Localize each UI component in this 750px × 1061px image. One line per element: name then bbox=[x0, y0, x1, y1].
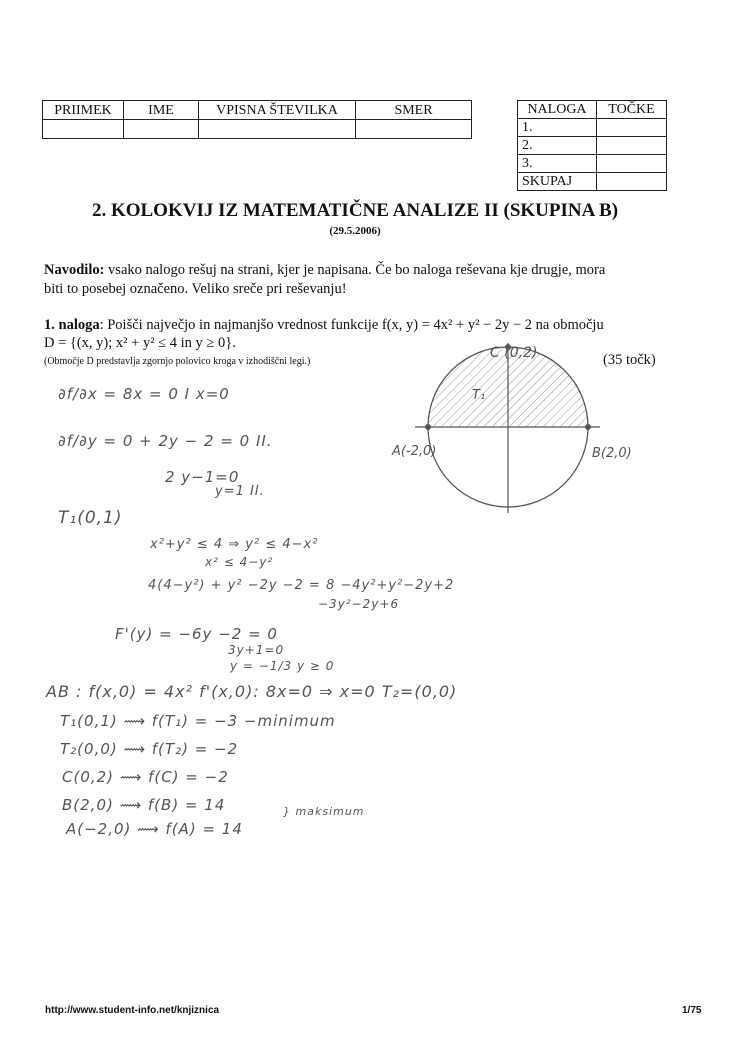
task1-label: 1. naloga bbox=[44, 317, 100, 333]
handwriting-line: y=1 II. bbox=[215, 484, 265, 499]
handwriting-line: y = −1/3 y ≥ 0 bbox=[230, 659, 335, 673]
header-name: IME bbox=[124, 101, 199, 120]
row-task-3: 3. bbox=[518, 155, 597, 173]
handwriting-line: −3y²−2y+6 bbox=[318, 597, 400, 611]
name-cell[interactable] bbox=[124, 120, 199, 139]
row-task-1: 1. bbox=[518, 119, 597, 137]
handwriting-line: } maksimum bbox=[283, 805, 365, 818]
instructions-line-2: biti to posebej označeno. Veliko sreče pri reševanju! bbox=[44, 281, 347, 297]
footer-url[interactable]: http://www.student-info.net/knjiznica bbox=[45, 1005, 220, 1016]
point-b bbox=[585, 424, 591, 430]
handwriting-line: ∂f/∂x = 8x = 0 I x=0 bbox=[58, 385, 230, 403]
exam-date: (29.5.2006) bbox=[329, 225, 381, 237]
handwriting-line: B(2,0) ⟿ f(B) = 14 bbox=[62, 796, 226, 814]
handwriting-line: 2 y−1=0 bbox=[165, 468, 240, 486]
points-cell[interactable] bbox=[597, 155, 667, 173]
student-info-table bbox=[42, 100, 472, 139]
handwriting-line: F'(y) = −6y −2 = 0 bbox=[115, 625, 278, 643]
instructions-text: vsako nalogo rešuj na strani, kjer je napisana. Če bo naloga reševana kje drugje, mora bbox=[104, 262, 606, 278]
header-task: NALOGA bbox=[518, 101, 597, 119]
label-a: A(-2,0) bbox=[392, 444, 437, 459]
header-program: SMER bbox=[356, 101, 472, 120]
handwriting-line: T₂(0,0) ⟿ f(T₂) = −2 bbox=[60, 740, 239, 758]
score-table bbox=[517, 100, 667, 191]
task1-note: (Območje D predstavlja zgornjo polovico kroga v izhodiščni legi.) bbox=[44, 356, 311, 367]
half-disc-sketch bbox=[380, 335, 660, 525]
task1-text: : Poišči največjo in najmanjšo vrednost funkcije f(x, y) = 4x² + y² − 2y − 2 na območju bbox=[99, 317, 604, 333]
point-a bbox=[425, 424, 431, 430]
handwriting-line: 3y+1=0 bbox=[228, 643, 285, 657]
label-t1: T₁ bbox=[472, 388, 486, 403]
task1-line-1 bbox=[44, 317, 604, 334]
points-cell[interactable] bbox=[597, 119, 667, 137]
header-student-id: VPISNA ŠTEVILKA bbox=[199, 101, 356, 120]
handwriting-line: AB : f(x,0) = 4x² f'(x,0): 8x=0 ⇒ x=0 T₂=(0,0) bbox=[46, 682, 458, 701]
student-id-cell[interactable] bbox=[199, 120, 356, 139]
handwriting-line: 4(4−y²) + y² −2y −2 = 8 −4y²+y²−2y+2 bbox=[148, 578, 455, 593]
handwriting-line: x²+y² ≤ 4 ⇒ y² ≤ 4−x² bbox=[150, 537, 319, 552]
handwriting-line: A(−2,0) ⟿ f(A) = 14 bbox=[66, 820, 243, 838]
row-task-2: 2. bbox=[518, 137, 597, 155]
points-cell[interactable] bbox=[597, 173, 667, 191]
handwriting-line: T₁(0,1) bbox=[58, 508, 123, 528]
handwriting-line: ∂f/∂y = 0 + 2y − 2 = 0 II. bbox=[58, 432, 273, 450]
header-points: TOČKE bbox=[597, 101, 667, 119]
handwriting-line: x² ≤ 4−y² bbox=[205, 555, 274, 569]
handwriting-line: C(0,2) ⟿ f(C) = −2 bbox=[62, 768, 229, 786]
exam-title: 2. KOLOKVIJ IZ MATEMATIČNE ANALIZE II (SKUPINA B) bbox=[91, 200, 619, 221]
page-number: 1/75 bbox=[682, 1005, 702, 1016]
header-surname: PRIIMEK bbox=[43, 101, 124, 120]
task1-line-2: D = {(x, y); x² + y² ≤ 4 in y ≥ 0}. bbox=[44, 335, 236, 351]
instructions-label: Navodilo: bbox=[44, 262, 105, 278]
label-b: B(2,0) bbox=[592, 446, 632, 461]
points-cell[interactable] bbox=[597, 137, 667, 155]
instructions-line-1 bbox=[44, 262, 605, 279]
program-cell[interactable] bbox=[356, 120, 472, 139]
handwriting-line: T₁(0,1) ⟿ f(T₁) = −3 −minimum bbox=[60, 712, 336, 730]
label-c: C (0,2) bbox=[490, 345, 538, 361]
task1-points: (35 točk) bbox=[603, 352, 656, 368]
surname-cell[interactable] bbox=[43, 120, 124, 139]
row-total: SKUPAJ bbox=[518, 173, 597, 191]
